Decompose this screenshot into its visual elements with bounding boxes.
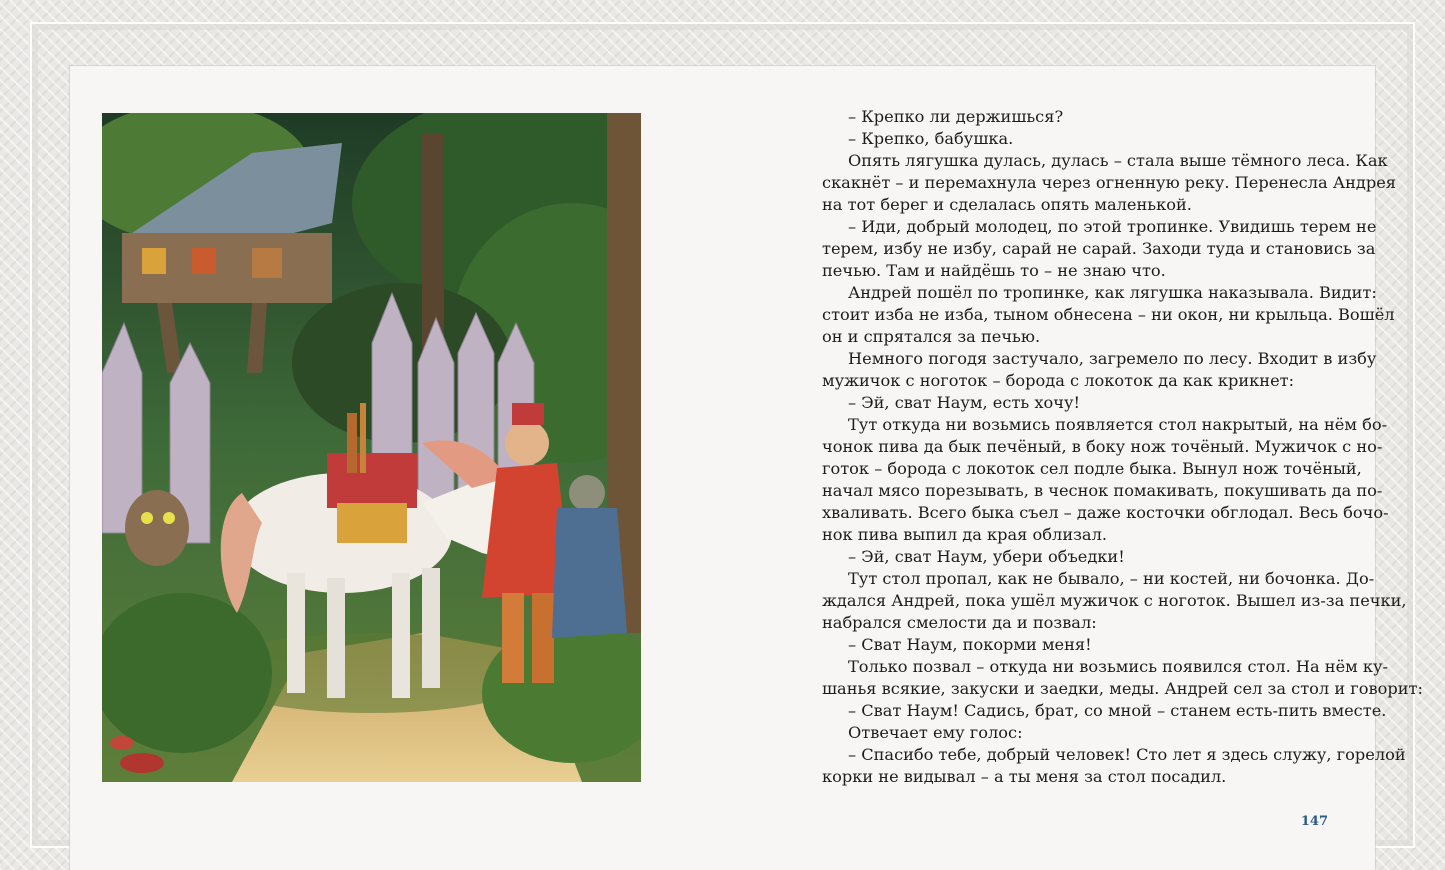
text-line: Только позвал – откуда ни возьмись появился стол. На нём ку- [848, 657, 1389, 676]
story-text [822, 106, 1423, 788]
text-line: на тот берег и сделалась опять маленькой. [822, 195, 1192, 214]
text-line: стоит изба не изба, тыном обнесена – ни окон, ни крыльца. Вошёл [822, 305, 1395, 324]
text-line: Немного погодя застучало, загремело по лесу. Входит в избу [848, 349, 1377, 368]
text-line: печью. Там и найдёшь то – не знаю что. [822, 261, 1166, 280]
text-line: он и спрятался за печью. [822, 327, 1041, 346]
fairy-tale-illustration-icon [102, 113, 641, 782]
text-line: Отвечает ему голос: [848, 723, 1023, 742]
text-line: набрался смелости да и позвал: [822, 613, 1097, 632]
text-line: корки не видывал – а ты меня за стол посадил. [822, 767, 1227, 786]
text-line: шанья всякие, закуски и заедки, меды. Андрей сел за стол и говорит: [822, 679, 1423, 698]
text-line: хваливать. Всего быка съел – даже косточки обглодал. Весь бочо- [822, 503, 1389, 522]
text-line: – Спасибо тебе, добрый человек! Сто лет я здесь служу, горелой [848, 745, 1406, 764]
text-line: нок пива выпил да края облизал. [822, 525, 1108, 544]
page-number: 147 [1300, 814, 1328, 829]
text-line: готок – борода с локоток сел подле быка. Вынул нож точёный, [822, 459, 1362, 478]
text-line: Тут откуда ни возьмись появляется стол накрытый, на нём бо- [848, 415, 1388, 434]
text-line: мужичок с ноготок – борода с локоток да как крикнет: [822, 371, 1295, 390]
text-line: Опять лягушка дулась, дулась – стала выше тёмного леса. Как [848, 151, 1388, 170]
text-line: – Сват Наум, покорми меня! [848, 635, 1092, 654]
text-line: Андрей пошёл по тропинке, как лягушка наказывала. Видит: [848, 283, 1377, 302]
text-line: – Эй, сват Наум, убери объедки! [848, 547, 1125, 566]
text-line: – Иди, добрый молодец, по этой тропинке. Увидишь терем не [848, 217, 1377, 236]
text-line: скакнёт – и перемахнула через огненную реку. Перенесла Андрея [822, 173, 1397, 192]
text-line: терем, избу не избу, сарай не сарай. Заходи туда и становись за [822, 239, 1376, 258]
text-line: начал мясо порезывать, в чеснок помакивать, покушивать да по- [822, 481, 1383, 500]
text-line: Тут стол пропал, как не бывало, – ни костей, ни бочонка. До- [848, 569, 1375, 588]
text-line: чонок пива да бык печёный, в боку нож точёный. Мужичок с но- [822, 437, 1383, 456]
text-line: – Эй, сват Наум, есть хочу! [848, 393, 1080, 412]
text-line: – Сват Наум! Садись, брат, со мной – станем есть-пить вместе. [848, 701, 1387, 720]
text-line: – Крепко ли держишься? [848, 107, 1064, 126]
text-line: ждался Андрей, пока ушёл мужичок с ноготок. Вышел из-за печки, [822, 591, 1407, 610]
text-line: – Крепко, бабушка. [848, 129, 1014, 148]
